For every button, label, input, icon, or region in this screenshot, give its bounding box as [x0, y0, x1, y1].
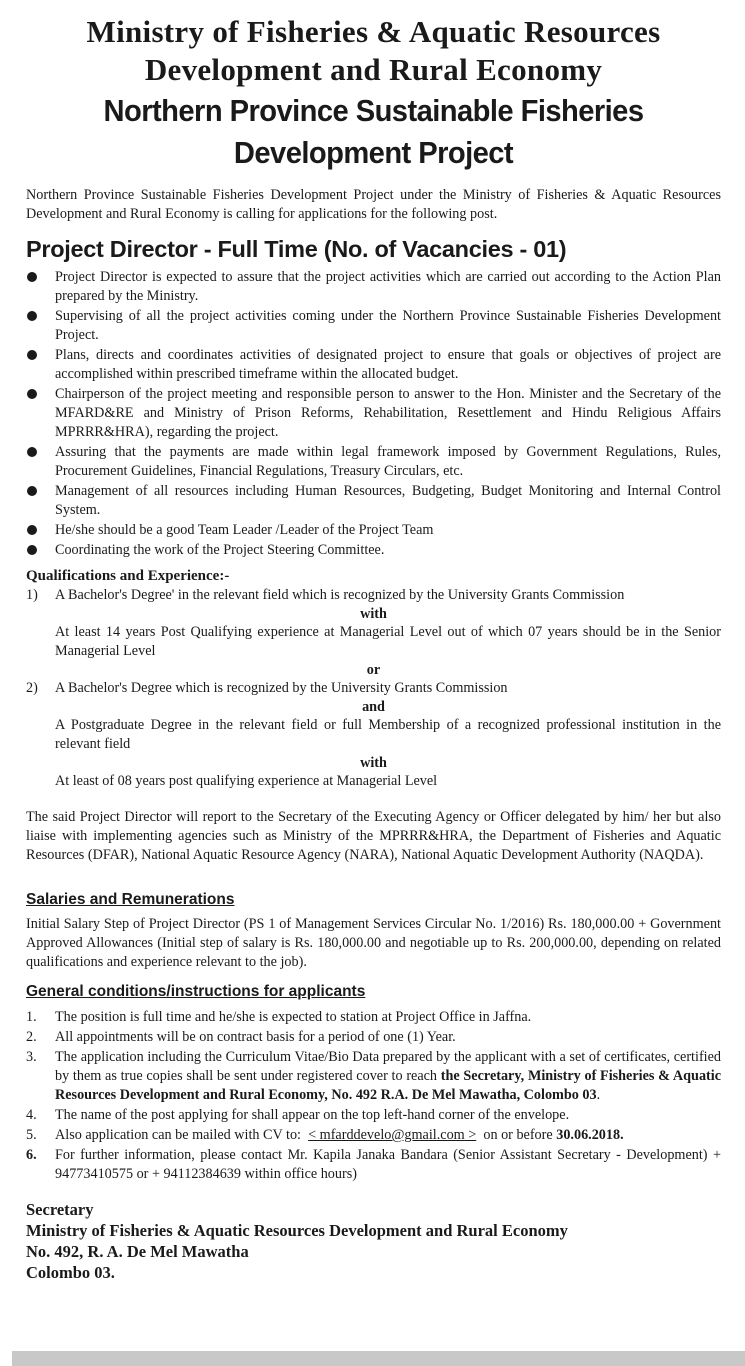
option-number: 2)	[26, 680, 38, 696]
condition-text-end: .	[596, 1087, 601, 1103]
ministry-title-line2: Development and Rural Economy	[144, 52, 603, 87]
qualification-option-1	[26, 586, 721, 605]
bullet-icon	[27, 389, 37, 399]
ministry-title-line1: Ministry of Fisheries & Aquatic Resources	[86, 14, 661, 49]
duty-item	[26, 268, 721, 306]
option-2-postgraduate: A Postgraduate Degree in the relevant field or full Membership of a recognized professional institution in the relevant field	[55, 717, 721, 752]
bullet-icon	[27, 486, 37, 496]
connector-with: with	[360, 755, 387, 771]
conditions-list	[26, 1008, 721, 1184]
condition-item	[26, 1106, 721, 1125]
option-text: A Bachelor's Degree which is recognized by the University Grants Commission	[55, 680, 508, 696]
duties-list	[26, 268, 721, 560]
condition-number: 3.	[26, 1049, 37, 1065]
qualification-option-2	[26, 679, 721, 698]
option-number: 1)	[26, 587, 38, 603]
bullet-icon	[27, 311, 37, 321]
condition-item	[26, 1048, 721, 1105]
condition-item	[26, 1028, 721, 1047]
signature-address: No. 492, R. A. De Mel Mawatha	[26, 1242, 249, 1261]
option-text: A Bachelor's Degree' in the relevant field which is recognized by the University Grants Commission	[55, 587, 625, 603]
intro-paragraph: Northern Province Sustainable Fisheries Development Project under the Ministry of Fisheries & Aquatic Resources Development and Rural Economy is calling for applications for the following post.	[26, 187, 721, 222]
project-title-line2: Development Project	[233, 135, 514, 170]
salaries-text: Initial Salary Step of Project Director (PS 1 of Management Services Circular No. 1/2016) Rs. 180,000.00 + Government Approved Allowances (Initial step of salary is Rs. 180,000.00 and negotiable up to Rs. 200,000.00, depending on related qualifications and experience relevant to the job).	[26, 916, 721, 970]
condition-text-mid: on or before	[476, 1127, 557, 1143]
duty-text: Chairperson of the project meeting and responsible person to answer to the Hon. Minister and the Secretary of the MFARD&RE and Ministry of Prison Reforms, Rehabilitation, Resettlement and Hindu Religious Affairs MPRRR&HRA), regarding the project.	[55, 386, 721, 440]
reporting-paragraph: The said Project Director will report to the Secretary of the Executing Agency or Officer delegated by him/ her but also liaise with implementing agencies such as Ministry of the MPRRR&HRA, the Department of Fisheries and Aquatic Resources (DFAR), National Aquatic Resource Agency (NARA), National Aquatic Development Authority (NAQDA).	[26, 809, 721, 863]
email-link[interactable]: < mfarddevelo@gmail.com >	[308, 1127, 477, 1143]
condition-number: 2.	[26, 1029, 37, 1045]
salaries-heading: Salaries and Remunerations	[26, 891, 235, 908]
bullet-icon	[27, 447, 37, 457]
bullet-icon	[27, 545, 37, 555]
advertisement	[26, 0, 721, 1283]
condition-number: 6.	[26, 1147, 37, 1163]
option-1-experience: At least 14 years Post Qualifying experience at Managerial Level out of which 07 years should be in the Senior Managerial Level	[55, 624, 721, 659]
duty-text: Assuring that the payments are made within legal framework imposed by Government Regulations, Rules, Procurement Guidelines, Financial Regulations, Treasury Circulars, etc.	[55, 444, 721, 479]
qualifications-heading: Qualifications and Experience:-	[26, 568, 230, 584]
duty-item	[26, 521, 721, 540]
project-title-line1: Northern Province Sustainable Fisheries	[103, 93, 644, 128]
duty-item	[26, 346, 721, 384]
condition-number: 1.	[26, 1009, 37, 1025]
signature-title: Secretary	[26, 1200, 94, 1219]
duty-item	[26, 482, 721, 520]
bullet-icon	[27, 525, 37, 535]
condition-number: 4.	[26, 1107, 37, 1123]
deadline-date: 30.06.2018.	[556, 1127, 624, 1143]
connector-and: and	[362, 699, 385, 715]
duty-text: Plans, directs and coordinates activities of designated project to ensure that goals or objectives of project are accomplished within prescribed timeframe within the allocated budget.	[55, 347, 721, 382]
duty-item	[26, 385, 721, 442]
bullet-icon	[27, 350, 37, 360]
address-bold: the Secretary, Ministry of Fisheries & Aquatic Resources Development and Rural Economy, No. 492 R.A. De Mel Mawatha, Colombo 03	[55, 1068, 721, 1103]
connector-or: or	[366, 662, 381, 678]
duty-text: Supervising of all the project activities coming under the Northern Province Sustainable Fisheries Development Project.	[55, 308, 721, 343]
condition-item	[26, 1126, 721, 1145]
project-title	[47, 90, 700, 174]
duty-text: Project Director is expected to assure that the project activities which are carried out according to the Action Plan prepared by the Ministry.	[55, 269, 721, 304]
condition-text: All appointments will be on contract basis for a period of one (1) Year.	[55, 1029, 456, 1045]
post-title: Project Director - Full Time (No. of Vacancies - 01)	[26, 236, 567, 262]
option-2-experience: At least of 08 years post qualifying experience at Managerial Level	[55, 773, 438, 789]
condition-text: Also application can be mailed with CV to:	[55, 1127, 309, 1143]
bullet-icon	[27, 272, 37, 282]
duty-text: Management of all resources including Human Resources, Budgeting, Budget Monitoring and Internal Control System.	[55, 483, 721, 518]
bottom-scan-bar	[12, 1351, 745, 1366]
duty-text: He/she should be a good Team Leader /Leader of the Project Team	[55, 522, 434, 538]
condition-item	[26, 1008, 721, 1027]
duty-item	[26, 541, 721, 560]
conditions-heading: General conditions/instructions for applicants	[26, 983, 366, 1000]
condition-number: 5.	[26, 1127, 37, 1143]
signature-ministry: Ministry of Fisheries & Aquatic Resources Development and Rural Economy	[26, 1221, 568, 1240]
connector-with: with	[360, 606, 387, 622]
condition-text: The position is full time and he/she is expected to station at Project Office in Jaffna.	[55, 1009, 532, 1025]
duty-item	[26, 307, 721, 345]
condition-text: The name of the post applying for shall appear on the top left-hand corner of the envelope.	[55, 1107, 570, 1123]
duty-item	[26, 443, 721, 481]
duty-text: Coordinating the work of the Project Steering Committee.	[55, 542, 385, 558]
signature-block	[26, 1199, 721, 1283]
condition-item	[26, 1146, 721, 1184]
ministry-title	[26, 13, 721, 89]
signature-city: Colombo 03.	[26, 1263, 115, 1282]
condition-text: For further information, please contact Mr. Kapila Janaka Bandara (Senior Assistant Secretary - Development) + 94773410575 or + 94112384639 within office hours)	[55, 1147, 721, 1182]
condition-text: The application including the Curriculum Vitae/Bio Data prepared by the applicant with a set of certificates, certified by them as true copies shall be sent under registered cover to reach	[55, 1049, 721, 1084]
